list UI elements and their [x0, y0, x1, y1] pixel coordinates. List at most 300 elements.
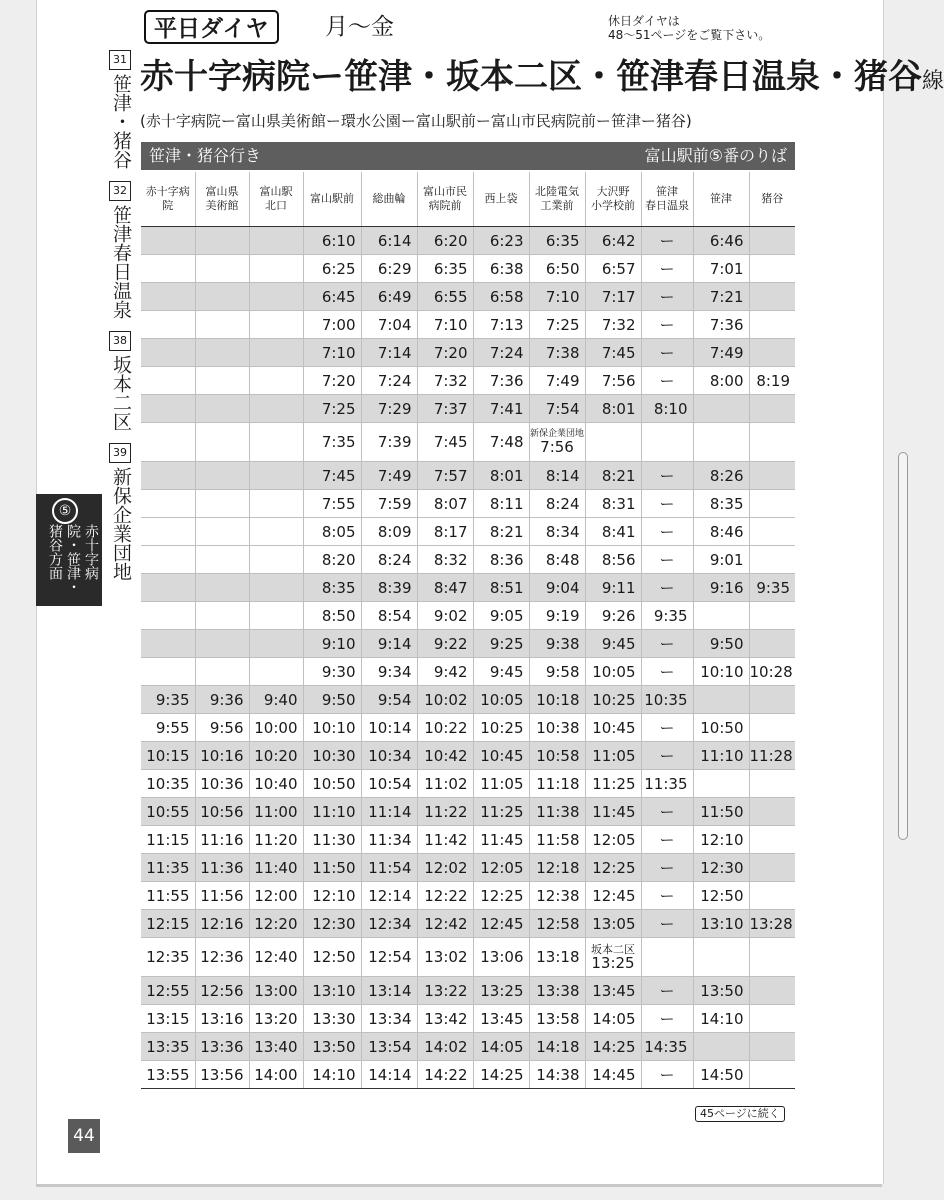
time-cell: 9:34: [361, 658, 417, 686]
time-cell: 8:31: [585, 490, 641, 518]
time-cell: 9:19: [529, 602, 585, 630]
time-cell: [749, 630, 795, 658]
time-cell: 10:40: [249, 770, 303, 798]
time-cell: 14:18: [529, 1033, 585, 1061]
time-cell: 6:20: [417, 227, 473, 255]
time-cell: 10:16: [195, 742, 249, 770]
time-cell: ー: [641, 546, 693, 574]
time-cell: 13:25: [473, 977, 529, 1005]
time-cell: 12:25: [473, 882, 529, 910]
time-cell: 12:30: [693, 854, 749, 882]
time-cell: 11:30: [303, 826, 361, 854]
time-cell: [195, 255, 249, 283]
time-cell: 11:02: [417, 770, 473, 798]
time-cell: 10:10: [303, 714, 361, 742]
time-cell: 9:35: [641, 602, 693, 630]
time-cell: 11:55: [141, 882, 195, 910]
time-cell: 7:41: [473, 395, 529, 423]
weekday-badge: 平日ダイヤ: [144, 10, 279, 44]
time-cell: 14:00: [249, 1061, 303, 1089]
time-cell: 9:30: [303, 658, 361, 686]
time-cell: 14:05: [585, 1005, 641, 1033]
days-label: 月〜金: [325, 14, 394, 40]
time-cell: 13:14: [361, 977, 417, 1005]
time-cell: 9:11: [585, 574, 641, 602]
time-cell: 9:22: [417, 630, 473, 658]
time-cell: [749, 714, 795, 742]
time-cell: [749, 602, 795, 630]
time-cell: 8:19: [749, 367, 795, 395]
time-cell: [141, 658, 195, 686]
destination-note: 坂本二区: [591, 942, 635, 956]
time-cell: 10:14: [361, 714, 417, 742]
time-cell: 6:35: [529, 227, 585, 255]
time-cell: 11:18: [529, 770, 585, 798]
time-cell: 6:10: [303, 227, 361, 255]
time-cell: 7:04: [361, 311, 417, 339]
timetable-row: [141, 227, 795, 255]
time-cell: 10:05: [585, 658, 641, 686]
destination-label: 笹津・猪谷行き: [149, 146, 262, 165]
stop-header: 北陸電気 工業前: [529, 172, 585, 227]
route-title-main: 赤十字病院ー笹津・坂本二区・笹津春日温泉・猪谷: [140, 57, 922, 97]
time-cell: 13:36: [195, 1033, 249, 1061]
time-cell: 8:24: [529, 490, 585, 518]
time-cell: 9:50: [303, 686, 361, 714]
time-cell: 14:10: [693, 1005, 749, 1033]
time-cell: [195, 546, 249, 574]
time-cell: 8:36: [473, 546, 529, 574]
time-cell: ー: [641, 367, 693, 395]
time-cell: 6:29: [361, 255, 417, 283]
stop-header: 赤十字病院: [141, 172, 195, 227]
time-cell: 7:59: [361, 490, 417, 518]
time-cell: [749, 1033, 795, 1061]
time-cell: ー: [641, 742, 693, 770]
time-cell: 12:45: [585, 882, 641, 910]
time-cell: 7:54: [529, 395, 585, 423]
time-cell: 7:01: [693, 255, 749, 283]
time-cell: [141, 255, 195, 283]
time-cell: 14:22: [417, 1061, 473, 1089]
time-cell: 13:50: [303, 1033, 361, 1061]
time-cell: 7:37: [417, 395, 473, 423]
time-cell: 7:14: [361, 339, 417, 367]
time-cell: 6:25: [303, 255, 361, 283]
time-cell: [749, 798, 795, 826]
time-cell: 13:00: [249, 977, 303, 1005]
time-cell: 13:06: [473, 938, 529, 977]
time-cell: [195, 311, 249, 339]
time-cell: 10:28: [749, 658, 795, 686]
time-cell: [249, 311, 303, 339]
time-cell: ー: [641, 574, 693, 602]
time-cell: [585, 423, 641, 462]
page-number: 44: [68, 1119, 100, 1153]
time-cell: 13:16: [195, 1005, 249, 1033]
time-cell: [141, 367, 195, 395]
time-cell: [195, 367, 249, 395]
time-cell: [249, 574, 303, 602]
timetable-row: [141, 742, 795, 770]
time-cell: 6:35: [417, 255, 473, 283]
time-cell: 11:58: [529, 826, 585, 854]
time-cell: [195, 574, 249, 602]
direction-index-tab[interactable]: [36, 494, 102, 606]
time-cell: 8:20: [303, 546, 361, 574]
timetable-row: [141, 686, 795, 714]
timetable-row: [141, 977, 795, 1005]
time-cell: [141, 602, 195, 630]
time-cell: 13:45: [585, 977, 641, 1005]
time-cell: 12:25: [585, 854, 641, 882]
time-cell: 13:58: [529, 1005, 585, 1033]
time-cell: 11:35: [641, 770, 693, 798]
timetable-row: [141, 658, 795, 686]
time-cell: ー: [641, 339, 693, 367]
time-cell: 12:34: [361, 910, 417, 938]
page-bottom-edge: [36, 1184, 882, 1187]
time-cell: 12:10: [693, 826, 749, 854]
time-cell: 8:17: [417, 518, 473, 546]
boarding-label: 富山駅前⑤番のりば: [644, 146, 787, 165]
time-cell: 8:14: [529, 462, 585, 490]
time-cell: 13:28: [749, 910, 795, 938]
route-list: [106, 50, 136, 593]
time-cell: 12:54: [361, 938, 417, 977]
time-cell: 9:04: [529, 574, 585, 602]
time-cell: ー: [641, 977, 693, 1005]
time-cell: [249, 630, 303, 658]
time-cell: [195, 283, 249, 311]
timetable-row: [141, 938, 795, 977]
time-cell: 8:07: [417, 490, 473, 518]
time-cell: [693, 770, 749, 798]
time-cell: 9:05: [473, 602, 529, 630]
time-cell: [749, 1061, 795, 1089]
time-cell: 7:24: [361, 367, 417, 395]
time-cell: [141, 546, 195, 574]
time-cell: [195, 490, 249, 518]
time-cell: [693, 423, 749, 462]
time-cell: 12:05: [585, 826, 641, 854]
time-cell: 13:56: [195, 1061, 249, 1089]
time-cell: 13:18: [529, 938, 585, 977]
timetable-row: [141, 311, 795, 339]
time-cell: ー: [641, 283, 693, 311]
time-cell: 7:45: [303, 462, 361, 490]
time-cell: 11:36: [195, 854, 249, 882]
time-cell: [749, 854, 795, 882]
time-cell: 7:39: [361, 423, 417, 462]
time-cell: 6:45: [303, 283, 361, 311]
time-cell: 7:48: [473, 423, 529, 462]
time-cell: 8:21: [473, 518, 529, 546]
time-cell: 7:36: [693, 311, 749, 339]
time-cell: ー: [641, 490, 693, 518]
time-cell: 12:42: [417, 910, 473, 938]
time-cell: 7:49: [529, 367, 585, 395]
time-cell: 12:50: [303, 938, 361, 977]
time-cell: [141, 490, 195, 518]
time-cell: [141, 518, 195, 546]
time-cell: [749, 395, 795, 423]
time-cell: ー: [641, 518, 693, 546]
time-cell: 14:05: [473, 1033, 529, 1061]
time-cell: ー: [641, 798, 693, 826]
time-cell: [141, 311, 195, 339]
time-cell: 13:40: [249, 1033, 303, 1061]
time-cell: 10:55: [141, 798, 195, 826]
stop-header-row: [141, 172, 795, 227]
timetable-body: [141, 227, 795, 1089]
time-cell: 11:42: [417, 826, 473, 854]
time-cell: 10:05: [473, 686, 529, 714]
time-cell: 7:32: [585, 311, 641, 339]
timetable-row: [141, 574, 795, 602]
time-cell: 9:10: [303, 630, 361, 658]
time-cell: 11:20: [249, 826, 303, 854]
time-cell: 12:15: [141, 910, 195, 938]
time-cell: [749, 339, 795, 367]
time-cell: 11:14: [361, 798, 417, 826]
time-cell: ー: [641, 255, 693, 283]
timetable-row: [141, 546, 795, 574]
time-cell: 12:02: [417, 854, 473, 882]
time-cell: [141, 395, 195, 423]
time-cell: [749, 490, 795, 518]
time-cell: 10:36: [195, 770, 249, 798]
time-cell: 14:10: [303, 1061, 361, 1089]
time-cell: 8:35: [303, 574, 361, 602]
time-cell: 14:14: [361, 1061, 417, 1089]
time-cell: 9:54: [361, 686, 417, 714]
time-cell: 10:25: [473, 714, 529, 742]
time-cell: 9:55: [141, 714, 195, 742]
time-cell: 11:15: [141, 826, 195, 854]
time-cell: 13:10: [693, 910, 749, 938]
time-cell: 9:26: [585, 602, 641, 630]
time-cell: 10:22: [417, 714, 473, 742]
time-cell: 11:45: [585, 798, 641, 826]
time-cell: 10:42: [417, 742, 473, 770]
time-cell: 12:10: [303, 882, 361, 910]
time-cell: 10:35: [641, 686, 693, 714]
route-label: 笹津春日温泉: [110, 205, 132, 319]
time-cell: 9:35: [141, 686, 195, 714]
time-cell: 9:56: [195, 714, 249, 742]
time-cell: 8:10: [641, 395, 693, 423]
time-cell: 14:38: [529, 1061, 585, 1089]
destination-note: 新保企業団地: [529, 429, 584, 439]
time-cell: 12:00: [249, 882, 303, 910]
timetable-row: [141, 854, 795, 882]
timetable-row: [141, 826, 795, 854]
time-cell: 8:01: [585, 395, 641, 423]
time-cell: 8:50: [303, 602, 361, 630]
boarding-number-icon: ⑤: [52, 498, 78, 524]
time-cell: [141, 574, 195, 602]
time-cell: 10:00: [249, 714, 303, 742]
holiday-note-line-1: 休日ダイヤは: [608, 14, 680, 28]
route-number: 39: [109, 443, 131, 463]
time-cell: 9:25: [473, 630, 529, 658]
time-cell: 12:22: [417, 882, 473, 910]
time-cell: 13:10: [303, 977, 361, 1005]
time-cell: [249, 255, 303, 283]
timetable-row: [141, 882, 795, 910]
time-cell: 9:42: [417, 658, 473, 686]
time-cell: [749, 1005, 795, 1033]
time-cell: 13:05: [585, 910, 641, 938]
time-cell: [249, 395, 303, 423]
time-cell: 10:58: [529, 742, 585, 770]
time-cell: 6:57: [585, 255, 641, 283]
time-cell: [749, 227, 795, 255]
time-cell: [249, 518, 303, 546]
time-cell: 13:15: [141, 1005, 195, 1033]
time-cell: ー: [641, 227, 693, 255]
stop-header: 西上袋: [473, 172, 529, 227]
time-cell: 8:51: [473, 574, 529, 602]
time-cell: 9:58: [529, 658, 585, 686]
time-cell: 10:25: [585, 686, 641, 714]
time-cell: ー: [641, 854, 693, 882]
time-cell: 12:55: [141, 977, 195, 1005]
time-cell: 11:35: [141, 854, 195, 882]
time-cell: [195, 630, 249, 658]
note-time: 13:25: [591, 953, 635, 972]
time-cell: 11:54: [361, 854, 417, 882]
route-38: [106, 331, 136, 431]
time-cell: 10:30: [303, 742, 361, 770]
time-cell: [141, 227, 195, 255]
stop-header: 笹津 春日温泉: [641, 172, 693, 227]
timetable-row: [141, 630, 795, 658]
time-cell: 13:20: [249, 1005, 303, 1033]
holiday-note: [608, 14, 770, 42]
time-cell: 10:15: [141, 742, 195, 770]
timetable-row: [141, 339, 795, 367]
timetable-row: [141, 770, 795, 798]
scrollbar-thumb[interactable]: [898, 452, 908, 840]
time-cell: 11:22: [417, 798, 473, 826]
time-cell: [195, 658, 249, 686]
time-cell: 10:38: [529, 714, 585, 742]
timetable-row: [141, 714, 795, 742]
route-39: [106, 443, 136, 581]
time-cell: ー: [641, 1061, 693, 1089]
time-cell: 8:01: [473, 462, 529, 490]
time-cell: 7:25: [529, 311, 585, 339]
time-cell: 11:56: [195, 882, 249, 910]
route-number: 32: [109, 181, 131, 201]
time-cell: [141, 462, 195, 490]
time-cell: 9:50: [693, 630, 749, 658]
direction-label: 赤十字病院・笹津・猪谷方面: [47, 524, 99, 594]
stop-header: 富山駅 北口: [249, 172, 303, 227]
time-cell: 13:38: [529, 977, 585, 1005]
time-cell: 7:38: [529, 339, 585, 367]
route-number: 38: [109, 331, 131, 351]
time-cell: 11:05: [585, 742, 641, 770]
time-cell: 14:25: [585, 1033, 641, 1061]
time-cell: 13:55: [141, 1061, 195, 1089]
time-cell: 13:42: [417, 1005, 473, 1033]
time-cell: 14:35: [641, 1033, 693, 1061]
time-cell: 13:02: [417, 938, 473, 977]
time-cell: 13:45: [473, 1005, 529, 1033]
time-cell: 9:14: [361, 630, 417, 658]
time-cell: 6:50: [529, 255, 585, 283]
time-cell: 7:49: [693, 339, 749, 367]
time-cell: 9:45: [585, 630, 641, 658]
route-label: 坂本二区: [110, 355, 132, 431]
time-cell: 13:54: [361, 1033, 417, 1061]
time-cell: [749, 826, 795, 854]
time-cell: 8:56: [585, 546, 641, 574]
time-cell: 7:10: [303, 339, 361, 367]
time-cell: 7:00: [303, 311, 361, 339]
time-cell: 7:20: [417, 339, 473, 367]
time-cell: 11:28: [749, 742, 795, 770]
time-cell: 7:21: [693, 283, 749, 311]
time-cell: 7:57: [417, 462, 473, 490]
time-cell: 9:45: [473, 658, 529, 686]
time-cell: 8:54: [361, 602, 417, 630]
time-cell: [141, 423, 195, 462]
timetable-row: [141, 255, 795, 283]
time-cell: 12:56: [195, 977, 249, 1005]
route-32: [106, 181, 136, 319]
timetable-row: [141, 423, 795, 462]
time-cell: [749, 255, 795, 283]
time-cell: 6:55: [417, 283, 473, 311]
time-cell: [641, 938, 693, 977]
time-cell: [195, 462, 249, 490]
stop-header: 笹津: [693, 172, 749, 227]
time-cell: 10:54: [361, 770, 417, 798]
time-cell: [749, 518, 795, 546]
route-title: [140, 55, 944, 104]
time-cell: [585, 938, 641, 977]
time-cell: [249, 283, 303, 311]
time-cell: 11:38: [529, 798, 585, 826]
time-cell: 10:45: [473, 742, 529, 770]
time-cell: 10:18: [529, 686, 585, 714]
time-cell: 10:35: [141, 770, 195, 798]
time-cell: 7:45: [585, 339, 641, 367]
time-cell: 8:47: [417, 574, 473, 602]
time-cell: 12:05: [473, 854, 529, 882]
time-cell: [195, 518, 249, 546]
time-cell: 13:22: [417, 977, 473, 1005]
time-cell: ー: [641, 658, 693, 686]
time-cell: 14:02: [417, 1033, 473, 1061]
time-cell: 12:35: [141, 938, 195, 977]
timetable-row: [141, 910, 795, 938]
time-cell: [693, 602, 749, 630]
route-label: 新保企業団地: [110, 467, 132, 581]
time-cell: 11:05: [473, 770, 529, 798]
stop-header: 富山駅前: [303, 172, 361, 227]
stop-header: 富山県 美術館: [195, 172, 249, 227]
time-cell: 7:55: [303, 490, 361, 518]
timetable: [141, 172, 795, 1089]
time-cell: 8:05: [303, 518, 361, 546]
timetable-row: [141, 798, 795, 826]
time-cell: [249, 490, 303, 518]
